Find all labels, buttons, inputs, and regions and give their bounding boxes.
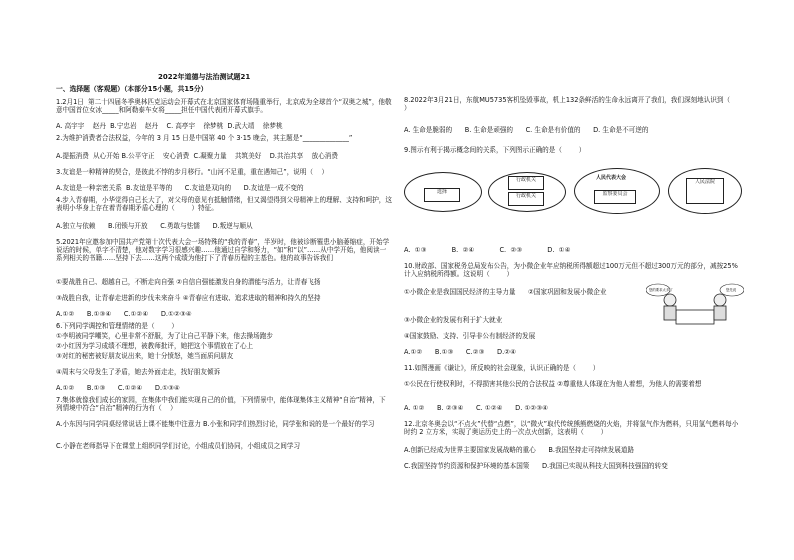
question-12: 12.北京冬奥会以“不点火”代替“点燃”，以“微火”取代传统熊熊燃烧的火焰，并将氢气作为燃料，只用氢气燃料每小时约 2 立方米，实现了奥运历史上的一次点火创新，这表明（ ）: [404, 420, 739, 437]
diagram-box-4: 人民法院: [686, 178, 724, 204]
concept-diagram: [404, 168, 740, 212]
question-3-options: A.友谊是一种亲密关系 B.友谊是平等的 C.友谊是双向的 D.友谊是一成不变的: [56, 184, 304, 192]
cartoon-bubble-left: 您的要求太多了: [649, 288, 673, 292]
question-8-options: A. 生命是脆弱的 B. 生命是顽强的 C. 生命是有价值的 D. 生命是不可逆的: [404, 126, 649, 134]
cartoon-illustration: [646, 282, 744, 330]
question-1: 1.2月1日 第二十四届冬季奥林匹克运动会开幕式在北京国家体育场隆重举行，北京成为全球首个“双奥之城”，他敬意中国首位女冰_____和阿勒泰车女将_____担任中国代表团开幕式旗手。: [56, 98, 392, 115]
question-10: 10.财政部、国家税务总局发布公告，为小微企业年应纳税所得额超过100万元但不超过300万元的部分，减按25%计入应纳税所得额。这说明（ ）: [404, 262, 738, 279]
question-11: 11.如图漫画《谦让》，所反映的社会现象，认识正确的是（ ）: [404, 364, 600, 372]
question-5: 5.2021年应邀参加中国共产党第十次代表大会一场特殊的“我的青春”，半岁时，他被诊断罹患小脑萎缩症，开始学说话的时候，单字不清楚，他对数字学习很感兴趣……他通过自学和努力，“如”和“以”……从中学开始，他阅读一系列相关的书籍……坚持下去……这两个成绩为他打下了青春历程的主基色。他的故事告诉我们: [56, 238, 390, 263]
question-9-options: A. ①③ B. ②④ C. ②③ D. ①④: [404, 246, 571, 254]
question-10-item-4: ④国家鼓励、支持、引导非公有制经济的发展: [404, 332, 536, 340]
diagram-box-2: 行政机关: [508, 176, 544, 190]
question-1-options: A. 高宇宇 赵丹 B.宁忠岩 赵丹 C. 高亭宇 徐梦桃 D.武大靖 徐梦桃: [56, 122, 283, 130]
cartoon-bubble-right: 您先说: [726, 288, 737, 292]
question-7-option-cd: C.小静在老师指导下在课堂上组织同学们讨论，小组成员们协同，小组成员之间学习: [56, 442, 301, 450]
section-heading: 一、选择题（客观题）（本部分15小题，共15分）: [56, 85, 208, 93]
question-6-item-2: ②小红因为学习成绩不理想，被教师批评，她把这个事情放在了心上: [56, 342, 254, 350]
question-12-option-ab: A.创新已经成为世界主要国家发展战略的重心 B.我国坚持走可持续发展道路: [404, 446, 635, 454]
diagram-box-2b: 行政机关: [508, 192, 544, 206]
diagram-label-3: 人民代表大会: [596, 175, 627, 181]
question-5-item-1: ①要战胜自己、超越自己，不断走向自强 ②自信自强能激发自身的潜能与活力，让青春飞扬: [56, 278, 321, 286]
question-10-item-3: ③小微企业的发展有利于扩大就业: [404, 316, 503, 324]
question-11-options: A. ①② B. ②③④ C. ①②④ D. ①②③④: [404, 404, 549, 412]
question-10-item-1: ①小微企业是我国国民经济的主导力量 ②国家巩固和发展小微企业: [404, 288, 607, 296]
question-11-items: ①公民在行使权利时，不得损害其他公民的合法权益 ②尊重他人体现在为他人着想，为他人的需要着想: [404, 380, 702, 388]
question-4-options: A.独立与依赖 B.闭锁与开放 C.勇敢与怯懦 D.叛逆与顺从: [56, 222, 253, 230]
question-6: 6.下列同学调控和管理情绪的是（ ）: [56, 322, 178, 330]
question-4: 4.步入青春期，小华觉得自己长大了，对父母的意见有抵触情绪，但又渴望得到父母精神上的理解、支持和呵护，这表明小华身上存在着青春期矛盾心理的（ ）特征。: [56, 196, 392, 213]
diagram-box-1: 选择: [424, 188, 460, 202]
question-2: 2.为维护消费者合法权益，今年的 3 月 15 日是中国第 40 个 3·15 晚会，其主题是“______________”: [56, 134, 353, 142]
question-2-options: A.提振消费 从心开始 B.公平守正 安心消费 C.凝聚力量 共筑美好 D.共治共享 放心消费: [56, 152, 338, 160]
question-6-options: A.①② B.①③ C.①②④ D.①③④: [56, 384, 180, 392]
question-12-option-cd: C.我国坚持节约资源和保护环境的基本国策 D.我国已实现从科技大国到科技强国的转变: [404, 462, 668, 470]
question-6-item-1: ①李明被同学嘲笑，心里非常不舒服，为了让自己平静下来，他去操场跑步: [56, 332, 273, 340]
question-3: 3.友谊是一种精神的契合，是彼此不悖的步月移行。“山河不足重，重在遇知己”，说明（ ）: [56, 168, 329, 176]
question-10-options: A.①② B.①③ C.②③ D.②④: [404, 348, 517, 356]
question-5-item-2: ③战胜自我，让青春走进新的步伐未来奋斗 ④青春应有进取、追求进取的精神和持久的坚持: [56, 294, 321, 302]
page-title: 2022年道德与法治测试题21: [158, 73, 251, 81]
question-6-item-4: ④周末与父母发生了矛盾，她去外面走走，找好朋友倾诉: [56, 368, 221, 376]
question-8: 8.2022年3月21日，东航MU5735客机坠毁事故，机上132条鲜活的生命永远离开了我们，我们深刻地认识到（ ）: [404, 96, 747, 113]
question-9: 9.图示有利于揭示概念间的关系，下列图示正确的是（ ）: [404, 146, 586, 154]
cartoon-svg: [646, 282, 744, 330]
question-7-option-ab: A.小东因与同学同桌经常说话上课不能集中注意力 B.小张和同学们热烈讨论，同学张和说的是一个最好的学习: [56, 420, 375, 428]
question-5-options: A.①② B.①③④ C.①②④ D.①②③④: [56, 310, 192, 318]
question-7: 7.集体就像我们成长的家园，在集体中我们能实现自己的价值，下列情景中，能体现集体主义精神“自治”精神，下列情境中符合“自治”精神的行为有（ ）: [56, 396, 386, 413]
question-6-item-3: ③对红的秘密被好朋友说出来，她十分愤怒，她当面质问朋友: [56, 352, 234, 360]
diagram-box-3: 监察委员会: [594, 190, 636, 204]
